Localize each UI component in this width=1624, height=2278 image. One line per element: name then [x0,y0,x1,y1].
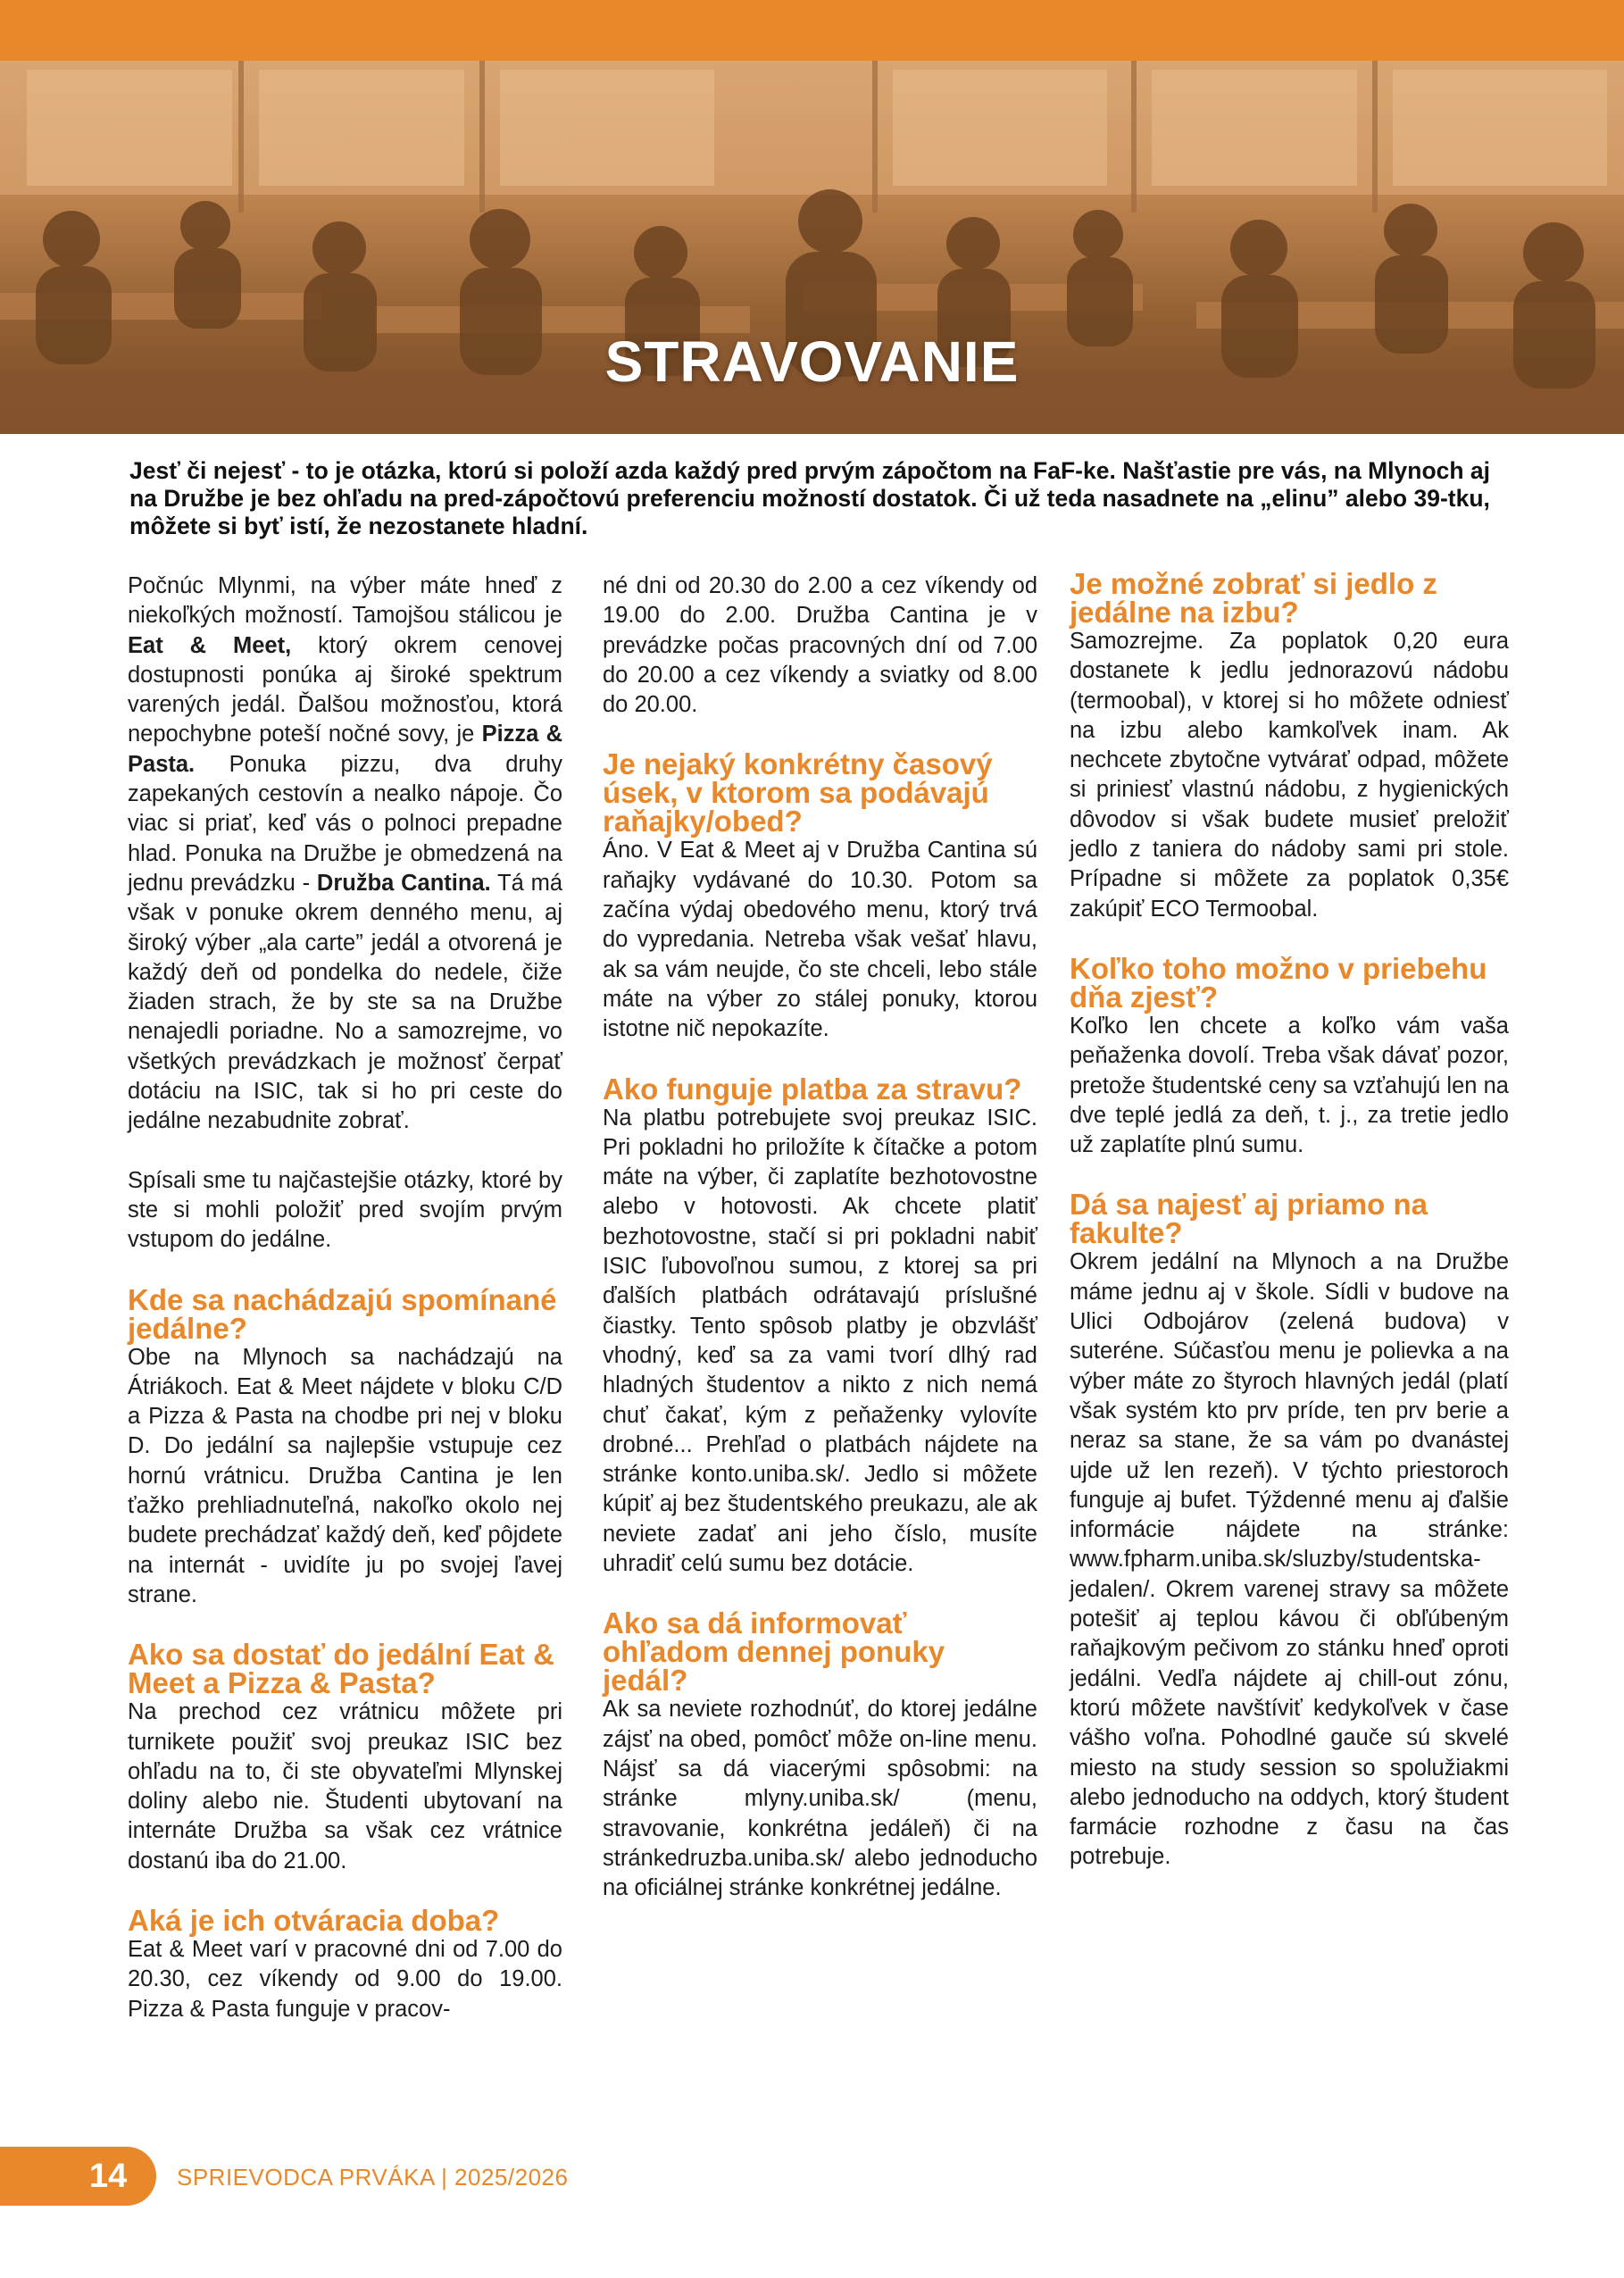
faq-question: Kde sa nachádzajú spomínané jedálne? [128,1282,557,1345]
faq-answer: Okrem jedální na Mlynoch a na Družbe máme jednu aj v škole. Sídli v budove na Ulici Odbojárov (zelená budova) v suteréne. Súčasťou menu je polievka a na výber máte zo štyroch hlavných jedál (platí však systém kto prv príde, ten prv berie a neraz sa stane, že sa vám po dvanástej ujde už len rezeň). V týchto priestoroch funguje aj bufet. Týždenné menu aj ďalšie informácie nájdete na stránke: www.fpharm.uniba.sk/sluzby/studentska-jedalen/. Okrem varenej stravy sa môžete potešiť aj teplou kávou či obľúbeným raňajkovým pečivom zo stánku hneď oproti jedálni. Vedľa nájdete aj chill-out zónu, ktorú môžete navštíviť kedykoľvek v čase vášho voľna. Pohodlné gauče sú skvelé miesto na study session so spolužiakmi alebo jednoducho na oddych, ktorý študent farmácie rozhodne z času na čas potrebuje. [1070,1249,1509,1870]
column-2 [603,572,1037,1903]
pizza-and-pasta-name: Pizza & Pasta. [128,722,562,777]
faq-answer: Na prechod cez vrátnicu môžete pri turnikete použiť svoj preukaz ISIC bez ohľadu na to, či ste obyvateľmi Mlynskej doliny alebo nie. Študenti ubytovaní na internáte Družba sa však cez vrátnice dostanú iba do 21.00. [128,1699,562,1873]
faq-section [1070,567,1509,924]
col1-text: Ponuka pizzu, dva druhy zapekaných cestovín a nealko nápoje. Čo viac si priať, keď vás o polnoci prepadne hlad. Ponuka na Družbe je obmedzená na jednu prevádzku - [128,751,562,896]
page-title: STRAVOVANIE [604,330,1020,394]
faq-section [603,1606,1037,1903]
faq-question: Je nejaký konkrétny časový úsek, v ktorom sa podávajú raňajky/obed? [603,747,993,839]
faq-section [1070,1190,1509,1872]
column-3 [1070,567,1509,1873]
faq-section [1070,951,1509,1160]
faq-question: Ako funguje platba za stravu? [603,1072,1022,1106]
faq-answer: Koľko len chcete a koľko vám vaša peňaženka dovolí. Treba však dávať pozor, pretože študentské ceny sa vzťahujú len na dve teplé jedlá za deň, t. j., za tretie jedlo už zaplatíte plnú sumu. [1070,1013,1509,1158]
intro-lead-paragraph: Jesť či nejesť - to je otázka, ktorú si položí azda každý pred prvým zápočtom na FaF-ke. Našťastie pre vás, na Mlynoch aj na Družbe je bez ohľadu na pred-zápočtovú preferenciu možností dostatok. Či už teda nasadnete na „elinu” alebo 39-tku, môžete si byť istí, že nezostanete hladní. [129,457,1491,539]
faq-section [128,1903,562,2024]
faq-section [128,1282,562,1611]
faq-section [128,1640,562,1876]
faq-question: Dá sa najesť aj priamo na fakulte? [1070,1188,1428,1250]
faq-answer: Áno. V Eat & Meet aj v Družba Cantina sú raňajky vydávané do 10.30. Potom sa začína výdaj obedového menu, ktorý trvá do vypredania. Netreba však vešať hlavu, ak sa vám neujde, čo ste chceli, lebo stále máte na výber zo stálej ponuky, ktorou istotne nič nepokazíte. [603,838,1037,1042]
col1-text: Tá má však v ponuke okrem denného menu, aj široký výber „ala carte” jedál a otvorená je každý deň od pondelka do nedele, čiže žiaden strach, že by ste sa na Družbe nenajedli poriadne. No a samozrejme, vo všetkých prevádzkach je možnosť čerpať dotáciu na ISIC, tak si ho pri ceste do jedálne nezabudnite zobrať. [128,870,563,1134]
faq-question: Koľko toho možno v priebehu dňa zjesť? [1070,951,1487,1014]
faq-answer: Samozrejme. Za poplatok 0,20 eura dostanete k jedlu jednorazovú nádobu (termoobal), v ktorej si ho môžete odniesť na izbu alebo kamkoľvek inam. Ak nechcete zbytočne vytvárať odpad, môžete si priniesť vlastnú nádobu, z hygienických dôvodov si však budete musieť preložiť jedlo z taniera do nádoby sami pri stole. Prípadne si môžete za poplatok 0,35€ zakúpiť ECO Termoobal. [1070,629,1509,922]
faq-answer: Ak sa neviete rozhodnúť, do ktorej jedálne zájsť na obed, pomôcť môže on-line menu. Nájsť sa dá viacerými spôsobmi: na stránke mlyny.uniba.sk/ (menu, stravovanie, konkrétna jedáleň) či na stránkedruzba.uniba.sk/ alebo jednoducho na oficiálnej stránke konkrétnej jedálne. [603,1697,1037,1901]
col2-continuation-paragraph: né dni od 20.30 do 2.00 a cez víkendy od 19.00 do 2.00. Družba Cantina je v prevádzke počas pracovných dní od 7.00 do 20.00 a cez víkendy a sviatky od 8.00 do 20.00. [603,573,1037,718]
faq-section [603,747,1037,1044]
col1-text: ktorý okrem cenovej dostupnosti ponúka aj široké spektrum varených jedál. Ďalšou možnosťou, ktorá nepochybne poteší nočné sovy, je [128,632,562,747]
faq-question: Aká je ich otváracia doba? [128,1903,500,1937]
faq-question: Ako sa dá informovať ohľadom dennej ponuky jedál? [603,1606,945,1698]
eat-and-meet-name: Eat & Meet, [128,632,292,658]
page-number-badge [0,2147,156,2206]
col1-intro-paragraph [128,572,562,1137]
publication-footer: SPRIEVODCA PRVÁKA | 2025/2026 [177,2164,569,2190]
faq-section [603,1072,1037,1580]
faq-question: Je možné zobrať si jedlo z jedálne na izbu? [1070,567,1437,629]
faq-answer: Eat & Meet varí v pracovné dni od 7.00 do 20.30, cez víkendy od 9.00 do 19.00. Pizza & Pasta funguje v pracov- [128,1936,562,2022]
druzba-cantina-name: Družba Cantina. [316,870,491,896]
faq-question: Ako sa dostať do jedální Eat & Meet a Pizza & Pasta? [128,1638,554,1700]
column-1 [128,572,562,2024]
faq-answer: Obe na Mlynoch sa nachádzajú na Átriákoch. Eat & Meet nájdete v bloku C/D a Pizza & Pasta na chodbe pri nej v bloku D. Do jedální sa najlepšie vstupuje cez hornú vrátnicu. Družba Cantina je len ťažko prehliadnuteľná, nakoľko okolo nej budete prechádzať každý deň, keď pôjdete na internát - uvidíte ju po svojej ľavej strane. [128,1344,562,1607]
col1-questions-lead: Spísali sme tu najčastejšie otázky, ktoré by ste si mohli položiť pred svojím prvým vstupom do jedálne. [128,1167,562,1253]
top-accent-bar [0,0,1624,61]
col1-text: Počnúc Mlynmi, na výber máte hneď z niekoľkých možností. Tamojšou stálicou je [128,573,562,629]
hero-photo-canteen [0,61,1624,434]
faq-answer: Na platbu potrebujete svoj preukaz ISIC. Pri pokladni ho priložíte k čítačke a potom máte na výber, či zaplatíte bezhotovostne alebo v hotovosti. Ak chcete platiť bezhotovostne, stačí si pri pokladni nabiť ISIC ľubovoľnou sumou, z ktorej sa pri ďalších platbách odrátavajú príslušné čiastky. Tento spôsob platby je obzvlášť vhodný, keď sa za vami tvorí dlhý rad hladných študentov a nikto z nich nemá chuť čakať, kým z peňaženky vylovíte drobné... Prehľad o platbách nájdete na stránke konto.uniba.sk/. Jedlo si môžete kúpiť aj bez študentského preukazu, ale ak neviete zadať ani jeho číslo, musíte uhradiť celú sumu bez dotácie. [603,1105,1037,1577]
page-number: 14 [89,2157,128,2195]
